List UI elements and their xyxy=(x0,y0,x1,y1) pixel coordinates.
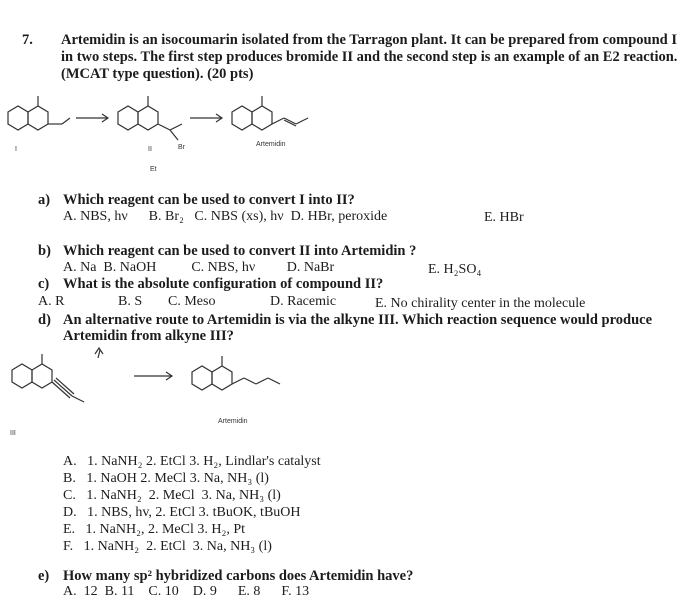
question-line-2: in two steps. The first step produces bromide II and the second step is an example of an E2 reaction. xyxy=(61,49,678,65)
label-compound-II: II xyxy=(148,146,152,153)
compound-II-structure xyxy=(118,96,182,140)
part-c-option-b: B. S xyxy=(118,294,143,309)
part-c-option-c: C. Meso xyxy=(168,294,216,309)
part-b-option-e: E. H₂SO₄ xyxy=(428,262,482,277)
part-a-option-e: E. HBr xyxy=(484,210,524,225)
part-a-options: A. NBS, hν B. Br₂ C. NBS (xs), hν D. HBr, peroxide xyxy=(63,209,388,224)
part-d-option-e: E. 1. NaNH₂, 2. MeCl 3. H₂, Pt xyxy=(63,522,246,537)
reaction-scheme-2 xyxy=(0,344,320,424)
label-compound-III: III xyxy=(10,430,16,437)
part-d-option-b: B. 1. NaOH 2. MeCl 3. Na, NH₃ (l) xyxy=(63,471,269,486)
label-artemidin-1: Artemidin xyxy=(256,141,286,148)
compound-I-structure xyxy=(8,96,70,130)
part-c-label: c) xyxy=(38,276,50,292)
label-br: Br xyxy=(178,144,185,151)
part-d-line-2: Artemidin from alkyne III? xyxy=(63,328,234,344)
part-d-option-a: A. 1. NaNH₂ 2. EtCl 3. H₂, Lindlar's catalyst xyxy=(63,454,321,469)
reaction-scheme-1 xyxy=(0,88,340,168)
question-number: 7. xyxy=(22,32,33,48)
part-d-label: d) xyxy=(38,312,51,328)
part-b-options: A. Na B. NaOH C. NBS, hν D. NaBr xyxy=(63,260,335,275)
compound-III-structure xyxy=(12,354,84,402)
part-d-option-d: D. 1. NBS, hv, 2. EtCl 3. tBuOK, tBuOH xyxy=(63,505,301,520)
part-c-option-d: D. Racemic xyxy=(270,294,337,309)
part-a-question: Which reagent can be used to convert I into II? xyxy=(63,192,355,208)
part-a-label: a) xyxy=(38,192,51,208)
part-e-options: A. 12 B. 11 C. 10 D. 9 E. 8 F. 13 xyxy=(63,584,310,599)
question-line-1: Artemidin is an isocoumarin isolated from the Tarragon plant. It can be prepared from compound I xyxy=(61,32,678,48)
part-d-option-f: F. 1. NaNH₂ 2. EtCl 3. Na, NH₃ (l) xyxy=(63,539,272,554)
part-d-line-1: An alternative route to Artemidin is via the alkyne III. Which reaction sequence would produce xyxy=(63,312,653,328)
question-line-3: (MCAT type question). (20 pts) xyxy=(61,66,254,82)
part-c-option-e: E. No chirality center in the molecule xyxy=(375,296,586,311)
label-compound-I: I xyxy=(15,146,17,153)
artemidin-structure-1 xyxy=(232,96,308,130)
artemidin-structure-2 xyxy=(192,356,280,390)
part-b-question: Which reagent can be used to convert II into Artemidin ? xyxy=(63,243,417,259)
part-c-question: What is the absolute configuration of compound II? xyxy=(63,276,384,292)
part-e-question: How many sp² hybridized carbons does Artemidin have? xyxy=(63,568,414,584)
label-et: Et xyxy=(150,166,157,173)
label-artemidin-2: Artemidin xyxy=(218,418,248,425)
part-c-option-a: A. R xyxy=(38,294,65,309)
part-b-label: b) xyxy=(38,243,51,259)
part-d-option-c: C. 1. NaNH₂ 2. MeCl 3. Na, NH₃ (l) xyxy=(63,488,281,503)
part-e-label: e) xyxy=(38,568,50,584)
